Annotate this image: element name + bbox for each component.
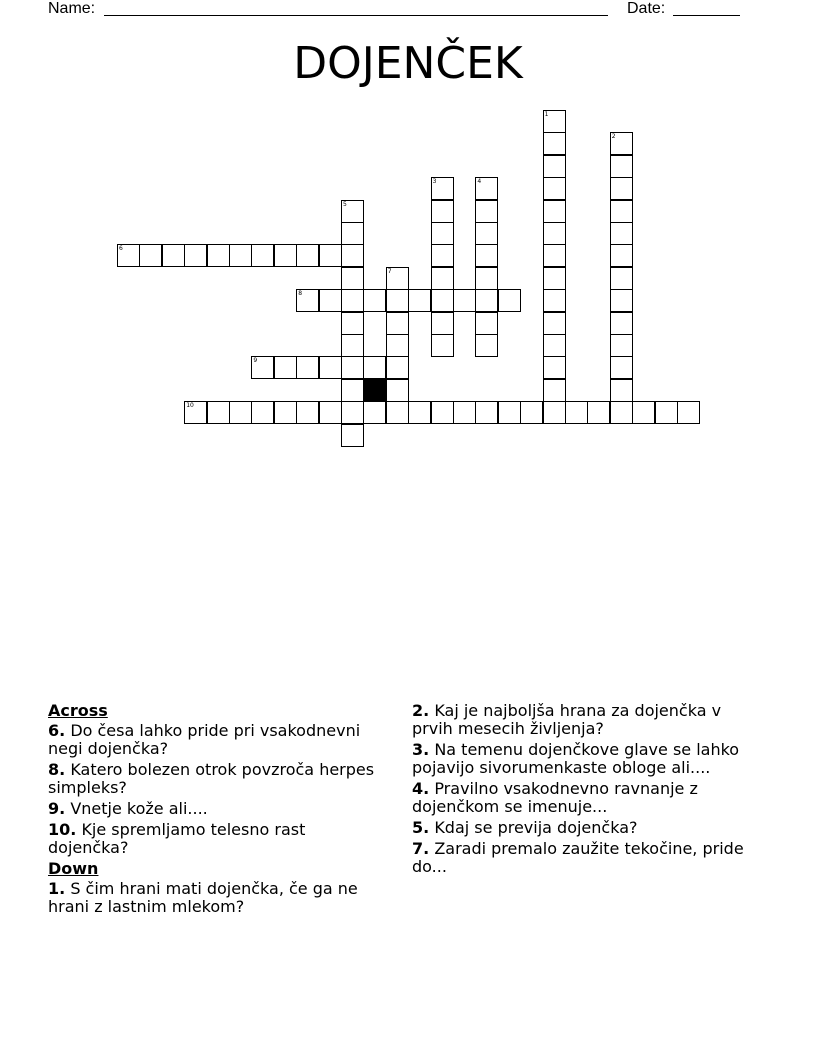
down-heading: Down: [48, 859, 99, 878]
clue-number: 5.: [412, 818, 430, 837]
crossword-cell[interactable]: [610, 132, 633, 155]
crossword-cell[interactable]: [251, 356, 274, 379]
clue-text: Kaj je najboljša hrana za dojenčka v prvih mesecih življenja?: [412, 701, 722, 738]
clue-number: 8.: [48, 760, 66, 779]
crossword-cell[interactable]: [296, 289, 319, 312]
crossword-cell[interactable]: [475, 401, 498, 424]
cell-number: 6: [119, 245, 123, 253]
crossword-cell[interactable]: [475, 244, 498, 267]
crossword-cell[interactable]: [274, 356, 297, 379]
crossword-cell[interactable]: [251, 244, 274, 267]
crossword-cell[interactable]: [610, 312, 633, 335]
cell-number: 5: [343, 200, 347, 208]
crossword-cell[interactable]: [431, 244, 454, 267]
crossword-cell[interactable]: [341, 379, 364, 402]
crossword-cell[interactable]: [229, 401, 252, 424]
crossword-cell[interactable]: [251, 401, 274, 424]
crossword-cell[interactable]: [319, 244, 342, 267]
crossword-cell[interactable]: [655, 401, 678, 424]
crossword-cell[interactable]: [319, 401, 342, 424]
clue-text: Katero bolezen otrok povzroča herpes simpleks?: [48, 760, 375, 797]
clues-left-column: [48, 702, 378, 919]
crossword-cell[interactable]: [386, 356, 409, 379]
crossword-cell[interactable]: [453, 289, 476, 312]
crossword-cell[interactable]: [543, 356, 566, 379]
clue-number: 9.: [48, 799, 66, 818]
cell-number: 8: [298, 290, 303, 298]
clue-number: 7.: [412, 839, 430, 858]
clue-down: [412, 780, 762, 816]
crossword-cell[interactable]: [475, 222, 498, 245]
crossword-cell[interactable]: [498, 289, 521, 312]
clue-number: 1.: [48, 879, 66, 898]
crossword-cell[interactable]: [431, 177, 454, 200]
clue-text: Kje spremljamo telesno rast dojenčka?: [48, 820, 306, 857]
date-label: Date:: [627, 0, 666, 17]
crossword-cell[interactable]: [453, 401, 476, 424]
crossword-cell[interactable]: [341, 222, 364, 245]
clue-text: Zaradi premalo zaužite tekočine, pride do...: [412, 839, 744, 876]
crossword-cell[interactable]: [341, 334, 364, 357]
crossword-cell[interactable]: [543, 312, 566, 335]
crossword-cell[interactable]: [632, 401, 655, 424]
clue-down: [412, 702, 762, 738]
crossword-cell[interactable]: [610, 222, 633, 245]
crossword-cell[interactable]: [610, 289, 633, 312]
crossword-cell[interactable]: [296, 401, 319, 424]
crossword-cell[interactable]: [587, 401, 610, 424]
crossword-cell[interactable]: [341, 267, 364, 290]
crossword-cell[interactable]: [543, 379, 566, 402]
page-title: DOJENČEK: [293, 38, 523, 89]
crossword-cell[interactable]: [386, 379, 409, 402]
clue-across: [48, 800, 378, 818]
crossword-cell[interactable]: [543, 155, 566, 178]
cell-number: 7: [387, 267, 392, 275]
crossword-cell[interactable]: [543, 244, 566, 267]
crossword-cell[interactable]: [565, 401, 588, 424]
crossword-cell[interactable]: [296, 244, 319, 267]
clue-down: [412, 840, 762, 876]
crossword-cell[interactable]: [543, 132, 566, 155]
clue-down: [48, 880, 378, 916]
crossword-cell[interactable]: [341, 289, 364, 312]
crossword-cell[interactable]: [274, 244, 297, 267]
crossword-cell[interactable]: [386, 289, 409, 312]
crossword-cell[interactable]: [341, 312, 364, 335]
clue-across: [48, 761, 378, 797]
crossword-cell[interactable]: [207, 244, 230, 267]
crossword-block: [363, 379, 386, 402]
crossword-cell[interactable]: [610, 379, 633, 402]
clue-number: 3.: [412, 740, 430, 759]
crossword-grid: [0, 0, 816, 460]
crossword-cell[interactable]: [341, 244, 364, 267]
crossword-cell[interactable]: [341, 200, 364, 223]
crossword-cell[interactable]: [431, 334, 454, 357]
crossword-cell[interactable]: [475, 312, 498, 335]
crossword-cell[interactable]: [543, 401, 566, 424]
clue-across: [48, 722, 378, 758]
crossword-cell[interactable]: [475, 289, 498, 312]
crossword-cell[interactable]: [543, 222, 566, 245]
name-label: Name:: [48, 0, 96, 17]
crossword-cell[interactable]: [610, 334, 633, 357]
cell-number: 10: [186, 402, 194, 410]
crossword-cell[interactable]: [386, 401, 409, 424]
crossword-cell[interactable]: [229, 244, 252, 267]
clue-number: 2.: [412, 701, 430, 720]
crossword-cell[interactable]: [677, 401, 700, 424]
clue-text: Na temenu dojenčkove glave se lahko pojavijo sivorumenkaste obloge ali....: [412, 740, 740, 777]
crossword-cell[interactable]: [386, 267, 409, 290]
crossword-cell[interactable]: [319, 289, 342, 312]
crossword-cell[interactable]: [431, 222, 454, 245]
crossword-cell[interactable]: [117, 244, 140, 267]
clue-down: [412, 819, 762, 837]
crossword-cell[interactable]: [610, 177, 633, 200]
crossword-cell[interactable]: [543, 334, 566, 357]
crossword-cell[interactable]: [341, 401, 364, 424]
cell-number: 9: [253, 357, 258, 365]
crossword-cell[interactable]: [408, 401, 431, 424]
clue-text: Pravilno vsakodnevno ravnanje z dojenčkom se imenuje...: [412, 779, 698, 816]
crossword-cell[interactable]: [475, 200, 498, 223]
crossword-cell[interactable]: [207, 401, 230, 424]
crossword-cell[interactable]: [363, 289, 386, 312]
crossword-cell[interactable]: [475, 177, 498, 200]
crossword-cell[interactable]: [363, 356, 386, 379]
crossword-cell[interactable]: [184, 401, 207, 424]
clue-number: 4.: [412, 779, 430, 798]
crossword-cell[interactable]: [610, 401, 633, 424]
crossword-cell[interactable]: [543, 110, 566, 133]
crossword-cell[interactable]: [139, 244, 162, 267]
clue-text: Do česa lahko pride pri vsakodnevni negi dojenčka?: [48, 721, 361, 758]
crossword-cell[interactable]: [162, 244, 185, 267]
crossword-cell[interactable]: [431, 200, 454, 223]
crossword-cell[interactable]: [431, 312, 454, 335]
crossword-cell[interactable]: [543, 267, 566, 290]
crossword-cell[interactable]: [341, 356, 364, 379]
crossword-cell[interactable]: [431, 289, 454, 312]
cell-number: 3: [432, 178, 437, 186]
clue-across: [48, 821, 378, 857]
clue-number: 10.: [48, 820, 77, 839]
crossword-cell[interactable]: [319, 356, 342, 379]
clue-text: Kdaj se previja dojenčka?: [434, 818, 638, 837]
crossword-cell[interactable]: [543, 177, 566, 200]
cell-number: 2: [611, 133, 616, 141]
clue-text: S čim hrani mati dojenčka, če ga ne hrani z lastnim mlekom?: [48, 879, 358, 916]
clue-text: Vnetje kože ali....: [70, 799, 208, 818]
crossword-cell[interactable]: [274, 401, 297, 424]
clue-number: 6.: [48, 721, 66, 740]
crossword-cell[interactable]: [543, 200, 566, 223]
clues-right-column: [412, 702, 762, 879]
crossword-cell[interactable]: [431, 267, 454, 290]
crossword-cell[interactable]: [408, 289, 431, 312]
crossword-cell[interactable]: [610, 244, 633, 267]
crossword-cell[interactable]: [296, 356, 319, 379]
crossword-cell[interactable]: [475, 267, 498, 290]
crossword-cell[interactable]: [610, 267, 633, 290]
crossword-cell[interactable]: [475, 334, 498, 357]
crossword-cell[interactable]: [386, 312, 409, 335]
crossword-cell[interactable]: [520, 401, 543, 424]
crossword-cell[interactable]: [610, 155, 633, 178]
crossword-cell[interactable]: [341, 424, 364, 447]
crossword-cell[interactable]: [610, 356, 633, 379]
crossword-cell[interactable]: [498, 401, 521, 424]
crossword-cell[interactable]: [363, 401, 386, 424]
cell-number: 4: [477, 178, 482, 186]
crossword-cell[interactable]: [184, 244, 207, 267]
crossword-cell[interactable]: [386, 334, 409, 357]
crossword-cell[interactable]: [610, 200, 633, 223]
crossword-cell[interactable]: [543, 289, 566, 312]
cell-number: 1: [544, 111, 549, 118]
crossword-cell[interactable]: [431, 401, 454, 424]
clue-down: [412, 741, 762, 777]
across-heading: Across: [48, 701, 108, 720]
